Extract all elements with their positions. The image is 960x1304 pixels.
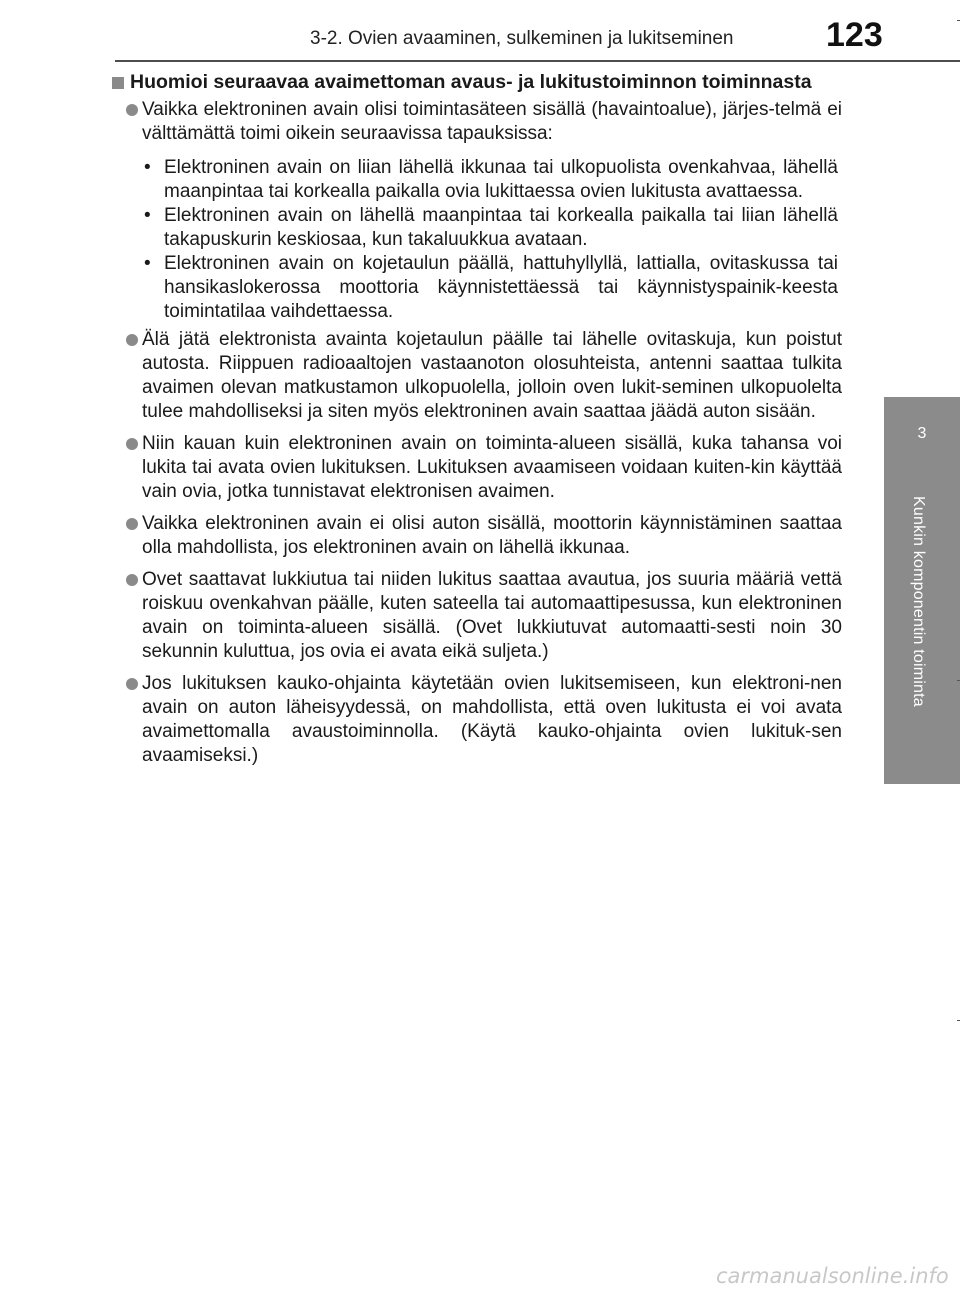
square-bullet-icon <box>112 77 124 89</box>
sub-bullet: • <box>144 157 151 178</box>
chapter-tab-label: Kunkin komponentin toiminta <box>910 496 927 707</box>
round-bullet-icon <box>126 104 138 116</box>
round-bullet-icon <box>126 518 138 530</box>
watermark: carmanualsonline.info <box>716 1264 949 1288</box>
section-heading-text: Huomioi seuraavaa avaimettoman avaus- ja lukitustoiminnon toiminnasta <box>130 71 812 93</box>
list-item <box>112 512 842 560</box>
paragraph-text: Älä jätä elektronista avainta kojetaulun päälle tai lähelle ovitaskuja, kun poistut autosta. Riippuen radioaaltojen vastaanoton olosuhteista, antenni saattaa tulkita avaimen olevan matkustamon ulkopuolella, jolloin oven lukit-seminen ulkopuolelta tulee mahdolliseksi ja siten myös elektroninen avain saattaa jäädä auton sisään. <box>142 329 842 422</box>
list-item <box>112 328 842 424</box>
chapter-tab-number: 3 <box>917 425 927 442</box>
paragraph-text: Ovet saattavat lukkiutua tai niiden lukitus saattaa avautua, jos suuria määriä vettä roiskuu ovenkahvan päälle, kuten sateella tai automaattipesussa, kun elektroninen avain on toiminta-alueen sisällä. (Ovet lukkiutuvat automaatti-sesti noin 30 sekunnin kuluttua, jos ovia ei avata eikä suljeta.) <box>142 569 842 662</box>
paragraph-text: Niin kauan kuin elektroninen avain on toiminta-alueen sisällä, kuka tahansa voi lukita tai avata ovien lukituksen. Lukituksen avaamiseen voidaan kuiten-kin käyttää vain ovia, jotka tunnistavat elektronisen avaimen. <box>142 433 842 502</box>
page-content <box>112 70 842 776</box>
sub-list-item <box>112 204 842 252</box>
round-bullet-icon <box>126 574 138 586</box>
page-header <box>0 0 960 60</box>
round-bullet-icon <box>126 678 138 690</box>
sub-list-item <box>112 252 842 324</box>
running-header-title: 3-2. Ovien avaaminen, sulkeminen ja lukitseminen <box>310 28 734 49</box>
page-number: 123 <box>826 16 883 54</box>
sub-item-text: Elektroninen avain on kojetaulun päällä, hattuhyllyllä, lattialla, ovitaskussa tai hansikaslokerossa moottoria käynnistettäessä tai käynnistyspainik-keesta toimintatilaa vaihdettaessa. <box>164 253 838 322</box>
list-item <box>112 432 842 504</box>
header-divider <box>115 60 960 62</box>
paragraph-text: Vaikka elektroninen avain ei olisi auton sisällä, moottorin käynnistäminen saattaa olla mahdollista, jos elektroninen avain on lähellä ikkunaa. <box>142 513 842 558</box>
paragraph-text: Jos lukituksen kauko-ohjainta käytetään ovien lukitsemiseen, kun elektroni-nen avain on auton läheisyydessä, on mahdollista, että oven lukitusta ei voi avata avaimettomalla avaustoiminnolla. (Käytä kauko-ohjainta ovien lukituk-sen avaamiseksi.) <box>142 673 842 766</box>
section-heading <box>112 70 842 94</box>
sub-list <box>112 156 842 324</box>
round-bullet-icon <box>126 334 138 346</box>
list-item <box>112 672 842 768</box>
sub-bullet: • <box>144 253 151 274</box>
sub-item-text: Elektroninen avain on lähellä maanpintaa tai korkealla paikalla tai liian lähellä takapuskurin keskiosaa, kun takaluukkua avataan. <box>164 205 838 250</box>
list-item <box>112 98 842 146</box>
sub-bullet: • <box>144 205 151 226</box>
list-item <box>112 568 842 664</box>
paragraph-text: Vaikka elektroninen avain olisi toimintasäteen sisällä (havaintoalue), järjes-telmä ei välttämättä toimi oikein seuraavissa tapauksissa: <box>142 99 842 144</box>
sub-item-text: Elektroninen avain on liian lähellä ikkunaa tai ulkopuolista ovenkahvaa, lähellä maanpintaa tai korkealla paikalla ovia lukittaessa ovien lukitusta avattaessa. <box>164 157 838 202</box>
sub-list-item <box>112 156 842 204</box>
round-bullet-icon <box>126 438 138 450</box>
